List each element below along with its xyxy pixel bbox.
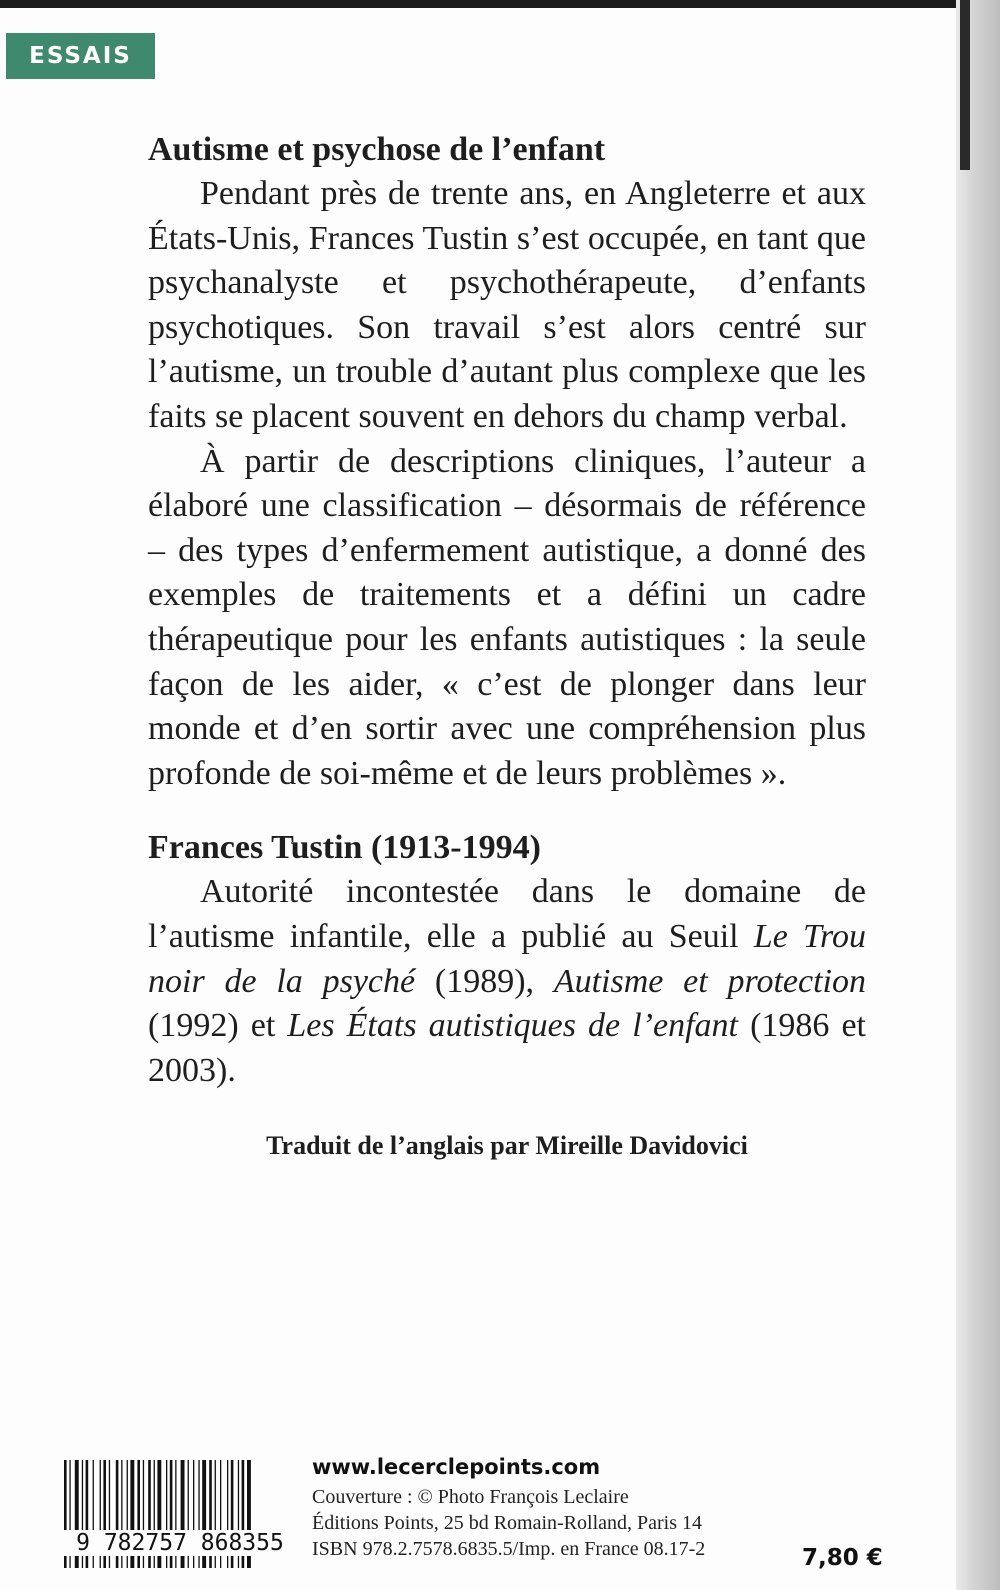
book-spine xyxy=(956,0,1000,1590)
bio-mid-2: (1992) et xyxy=(148,1007,288,1045)
author-bio xyxy=(148,870,866,1093)
summary-paragraph-1: Pendant près de trente ans, en Angleterre et aux États-Unis, Frances Tustin s’est occupée, en tant que psychanalyste et psychothérapeute, d’enfants psychotiques. Son travail s’est alors centré sur l’autisme, un trouble d’autant plus complexe que les faits se placent souvent en dehors du champ verbal. xyxy=(148,175,866,435)
bio-mid-1: (1989), xyxy=(415,962,554,1000)
book-title-3: Les États autistiques de l’enfant xyxy=(287,1007,738,1045)
book-title-heading: Autisme et psychose de l’enfant xyxy=(148,131,606,168)
price: 7,80 € xyxy=(802,1545,883,1571)
isbn: ISBN 978.2.7578.6835.5/Imp. en France 08.17-2 xyxy=(312,1538,706,1560)
collection-tag-label: ESSAIS xyxy=(29,43,132,69)
cover-credit: Couverture : © Photo François Leclaire xyxy=(312,1486,629,1508)
translator-credit: Traduit de l’anglais par Mireille Davidovici xyxy=(266,1131,748,1161)
book-title-1: Le Trou noir de la psyché xyxy=(148,917,866,1000)
bio-end: (1986 et 2003). xyxy=(148,1007,867,1089)
book-title-2: Autisme et protection xyxy=(553,962,866,1000)
summary-paragraph-2: À partir de descriptions cliniques, l’auteur a élaboré une classification – désormais de référence – des types d’enfermement autistique, a donné des exemples de traitements et a défini un cadre thérapeutique pour les enfants autistiques : la seule façon de les aider, « c’est de plonger dans leur monde et d’en sortir avec une compréhension plus profonde de soi-même et de leurs problèmes ». xyxy=(148,442,866,792)
blurb xyxy=(148,128,866,1161)
website-link[interactable]: www.lecerclepoints.com xyxy=(312,1455,601,1479)
publisher-info xyxy=(312,1454,705,1562)
collection-tag xyxy=(6,33,155,79)
spine-shadow xyxy=(960,0,970,170)
bio-start: Autorité incontestée dans le domaine de l’autisme infantile, elle a publié au Seuil xyxy=(148,873,866,955)
barcode-number: 9 782757 868355 xyxy=(62,1530,298,1556)
publisher-address: Éditions Points, 25 bd Romain-Rolland, Paris 14 xyxy=(312,1512,703,1534)
author-heading: Frances Tustin (1913-1994) xyxy=(148,829,541,867)
